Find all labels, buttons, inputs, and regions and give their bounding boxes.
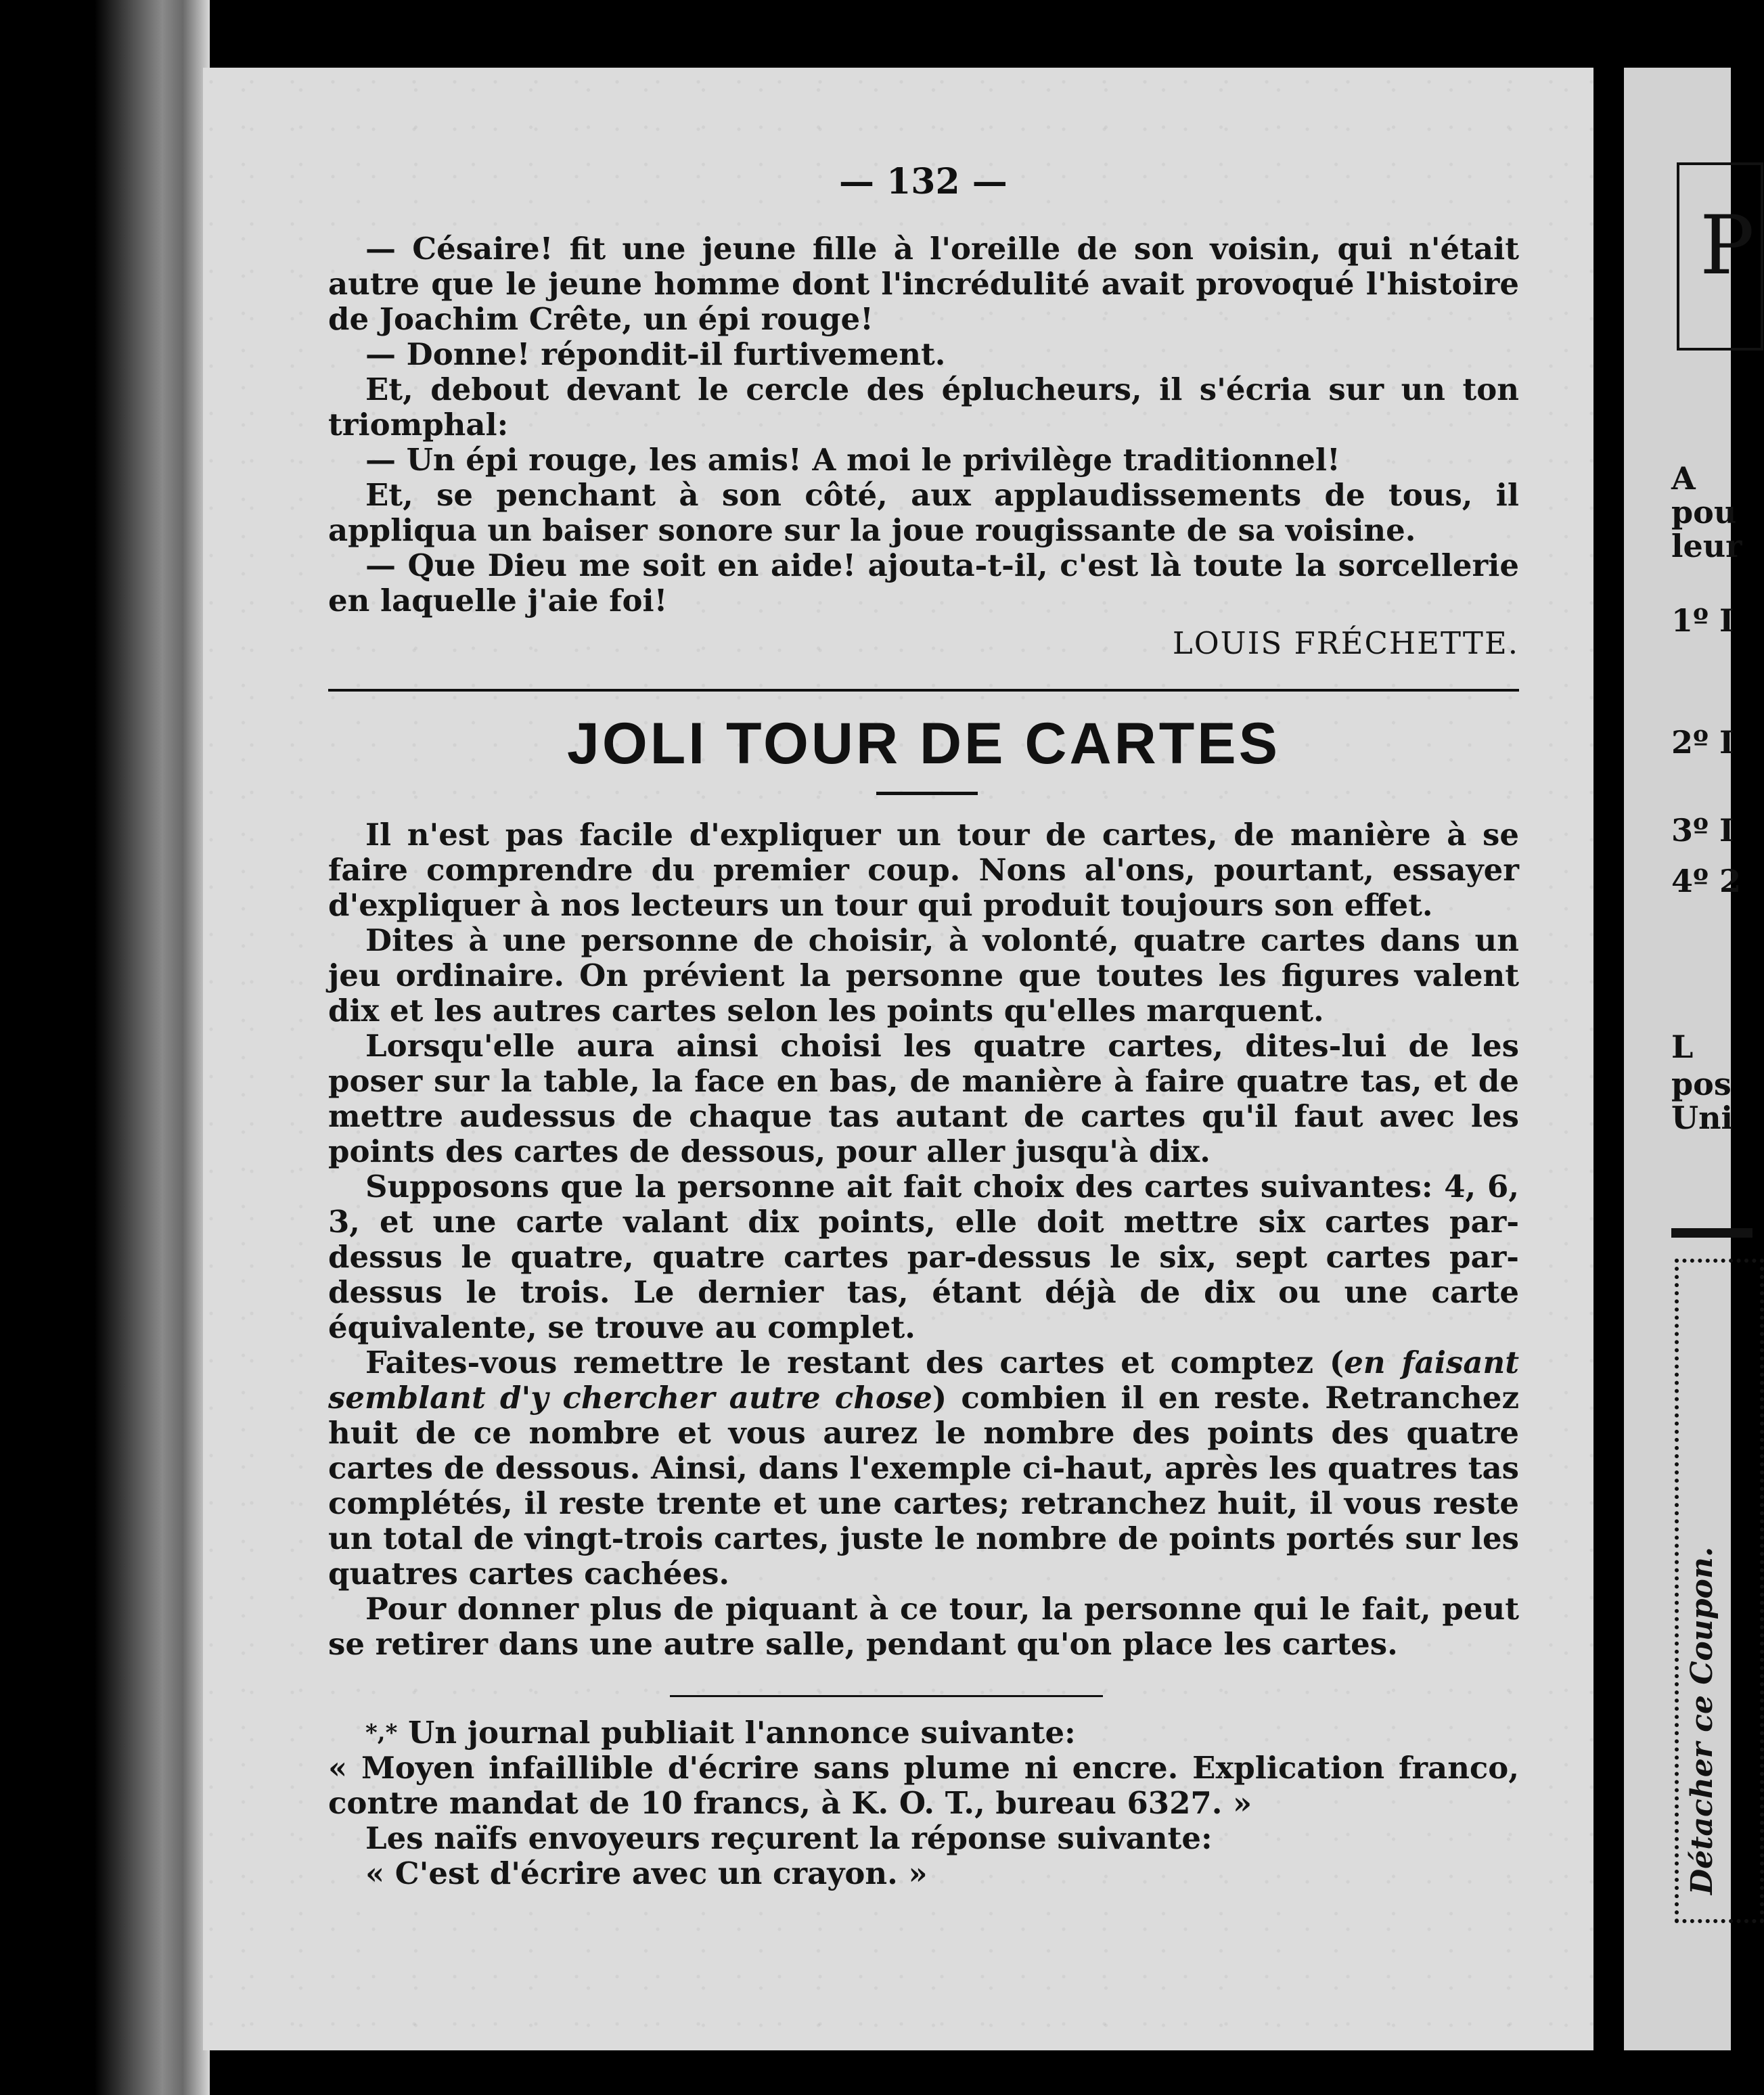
fragment-text: 2º I (1671, 724, 1734, 761)
italic-aside: en faisant semblant d'y chercher autre chose (328, 1345, 1519, 1416)
story-paragraph: — Que Dieu me soit en aide! ajouta-t-il, c'est là toute la sorcellerie en laquelle j'aie foi! (328, 547, 1519, 618)
fragment-text: pos (1671, 1066, 1732, 1102)
article-title: JOLI TOUR DE CARTES (567, 711, 1280, 776)
story-paragraph: — Donne! répondit-il furtivement. (365, 336, 946, 372)
story-paragraph: Et, debout devant le cercle des éplucheurs, il s'écria sur un ton triomphal: (328, 371, 1519, 443)
asterism: *,* (365, 1719, 398, 1747)
fragment-text: 1º I (1671, 602, 1734, 639)
anecdote-text: Un journal publiait l'annonce suivante: (408, 1715, 1076, 1751)
fragment-text: 3º I (1671, 812, 1734, 849)
article-paragraph: Il n'est pas facile d'expliquer un tour de cartes, de manière à se faire comprendre du premier coup. Nons al'ons, pourtant, essayer d'expliquer à nos lecteurs un tour qui produit toujours son effet. (328, 817, 1519, 923)
anecdote-line: « C'est d'écrire avec un crayon. » (365, 1855, 928, 1891)
page-number: — 132 — (839, 161, 1008, 202)
fragment-text: A (1671, 460, 1696, 497)
title-underline (876, 792, 978, 795)
story-ending (328, 231, 1519, 618)
anecdote-line (328, 1715, 1519, 1751)
right-page-box (1677, 162, 1763, 351)
anecdote (328, 1715, 1519, 1891)
story-paragraph: — Césaire! fit une jeune fille à l'oreille de son voisin, qui n'était autre que le jeune homme dont l'incrédulité avait provoqué l'histoire de Joachim Crête, un épi rouge! (328, 231, 1519, 337)
article-paragraph: Dites à une personne de choisir, à volonté, quatre cartes dans un jeu ordinaire. On prévient la personne que toutes les figures valent dix et les autres cartes selon les points qu'elles marquent. (328, 922, 1519, 1029)
page-gutter (1593, 54, 1624, 2084)
anecdote-divider (670, 1695, 1103, 1697)
section-divider (328, 689, 1519, 692)
fragment-text: 4º 2 (1671, 863, 1742, 899)
signature-block (328, 626, 1519, 667)
fragment-text: L (1671, 1029, 1694, 1065)
article-body (328, 817, 1519, 1662)
article-paragraph: Supposons que la personne ait fait choix des cartes suivantes: 4, 6, 3, et une carte valant dix points, elle doit mettre six cartes par-dessus le quatre, quatre cartes par-dessus le six, sept cartes par-dessus le trois. Le dernier tas, étant déjà de dix ou une carte équivalente, se trouve au complet. (328, 1169, 1519, 1345)
author-signature: LOUIS FRÉCHETTE. (1172, 625, 1519, 661)
fragment-text: leur (1671, 528, 1742, 564)
book-spine (0, 0, 210, 2095)
article-paragraph-italic-aside (328, 1345, 1519, 1592)
fragment-text: pou (1671, 494, 1737, 531)
paragraph-text: Faites-vous remettre le restant des cartes et comptez ( (365, 1345, 1344, 1380)
article-paragraph: Lorsqu'elle aura ainsi choisi les quatre cartes, dites-lui de les poser sur la table, la face en bas, de manière à faire quatre tas, et de mettre audessus de chaque tas autant de cartes qu'il faut avec les points des cartes de dessous, pour aller jusqu'à dix. (328, 1028, 1519, 1169)
coupon-label: Détacher ce Coupon. (1685, 1546, 1719, 1895)
fragment-text: Uni (1671, 1100, 1734, 1136)
right-page-edge (1624, 68, 1755, 2050)
story-paragraph: Et, se penchant à son côté, aux applaudissements de tous, il appliqua un baiser sonore sur la joue rougissante de sa voisine. (328, 477, 1519, 548)
thick-rule (1671, 1228, 1752, 1238)
anecdote-line: « Moyen infaillible d'écrire sans plume ni encre. Explication franco, contre mandat de 10 francs, à K. O. T., bureau 6327. » (328, 1750, 1519, 1821)
box-letter: P (1700, 199, 1755, 293)
anecdote-line: Les naïfs envoyeurs reçurent la réponse suivante: (365, 1820, 1213, 1856)
paragraph-text: ) combien il en reste. Retranchez huit de ce nombre et vous aurez le nombre des points des quatre cartes de dessous. Ainsi, dans l'exemple ci-haut, après les quatres tas complétés, il reste trente et une cartes; retranchez huit, il vous reste un total de vingt-trois cartes, juste le nombre de points portés sur les quatres cartes cachées. (328, 1380, 1519, 1592)
story-paragraph: — Un épi rouge, les amis! A moi le privilège traditionnel! (365, 442, 1340, 478)
article-paragraph: Pour donner plus de piquant à ce tour, la personne qui le fait, peut se retirer dans une autre salle, pendant qu'on place les cartes. (328, 1591, 1519, 1662)
